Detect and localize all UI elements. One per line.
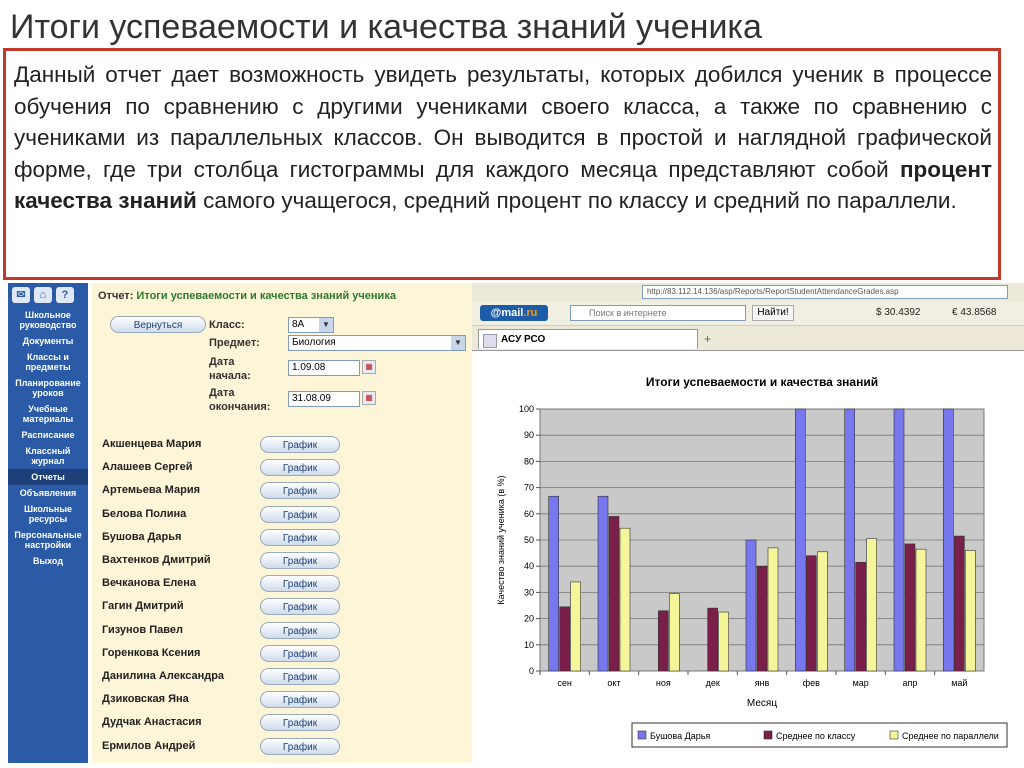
page-icon <box>483 334 497 348</box>
graph-button[interactable]: График <box>260 575 340 592</box>
bar-Среднее по параллели <box>620 528 630 671</box>
sidebar-item[interactable]: Классный журнал <box>25 446 71 466</box>
student-row <box>102 714 442 734</box>
bar-chart <box>472 351 1024 768</box>
new-tab-icon[interactable]: + <box>704 332 712 346</box>
student-row <box>102 668 442 688</box>
x-tick-label: апр <box>902 678 918 688</box>
y-tick-label: 60 <box>523 508 534 519</box>
student-name: Вечканова Елена <box>102 577 197 590</box>
student-name: Горенкова Ксения <box>102 646 201 659</box>
sidebar-item[interactable]: Персональные настройки <box>14 530 82 550</box>
graph-button[interactable]: График <box>260 506 340 523</box>
chart-title: Итоги успеваемости и качества знаний <box>645 375 879 389</box>
graph-button[interactable]: График <box>260 714 340 731</box>
class-select[interactable] <box>288 317 334 333</box>
graph-button[interactable]: График <box>260 436 340 453</box>
bar-Среднее по параллели <box>768 548 778 671</box>
sidebar-icon-row <box>8 283 88 307</box>
student-name: Акшенцева Мария <box>102 438 202 450</box>
student-row <box>102 506 442 526</box>
y-tick-label: 30 <box>523 587 534 598</box>
back-button[interactable]: Вернуться <box>110 316 206 333</box>
mailru-logo-suffix: .ru <box>523 307 538 319</box>
graph-button[interactable]: График <box>260 668 340 685</box>
bar-Бушова Дарья <box>549 496 559 671</box>
student-name: Ермилов Андрей <box>102 739 196 752</box>
y-axis-label: Качество знаний ученика (в %) <box>496 475 506 605</box>
graph-button[interactable]: График <box>260 691 340 708</box>
start-date-label: Дата начала: <box>209 356 251 382</box>
legend-label: Среднее по параллели <box>902 731 999 741</box>
x-tick-label: мар <box>852 678 869 688</box>
bar-Среднее по параллели <box>571 582 581 671</box>
student-row <box>102 575 442 595</box>
bar-Бушова Дарья <box>943 409 953 671</box>
student-name: Белова Полина <box>102 507 187 520</box>
bar-Бушова Дарья <box>598 496 608 671</box>
sidebar-item[interactable]: Отчеты <box>8 469 88 485</box>
legend-label: Бушова Дарья <box>650 731 711 741</box>
sidebar-menu <box>8 307 88 569</box>
bar-Бушова Дарья <box>894 409 904 671</box>
y-tick-label: 90 <box>523 430 534 441</box>
bar-Среднее по классу <box>658 611 668 671</box>
bar-Среднее по классу <box>708 608 718 671</box>
student-name: Дзиковская Яна <box>102 693 189 706</box>
graph-button[interactable]: График <box>260 622 340 639</box>
x-tick-label: сен <box>557 678 572 688</box>
x-axis-label: Месяц <box>746 698 778 709</box>
class-value: 8А <box>292 319 305 330</box>
graph-button[interactable]: График <box>260 598 340 615</box>
x-tick-label: ноя <box>655 678 671 688</box>
report-panel <box>92 283 474 763</box>
description-box <box>3 48 1001 280</box>
graph-button[interactable]: График <box>260 459 340 476</box>
y-tick-label: 10 <box>523 639 534 650</box>
bar-Среднее по параллели <box>965 550 975 671</box>
student-name: Алашеев Сергей <box>102 461 193 474</box>
bar-Среднее по классу <box>954 536 964 671</box>
student-name: Дудчак Анастасия <box>102 716 202 729</box>
search-button[interactable]: Найти! <box>752 305 794 321</box>
bar-Среднее по параллели <box>669 594 679 671</box>
student-row <box>102 622 442 642</box>
legend-swatch <box>764 731 772 739</box>
usd-rate: $ 30.4392 <box>876 307 921 318</box>
sidebar-item[interactable]: Школьное руководство <box>19 310 77 330</box>
mailru-logo[interactable] <box>480 305 548 321</box>
student-name: Вахтенков Дмитрий <box>102 554 211 566</box>
legend-swatch <box>890 731 898 739</box>
subject-label: Предмет: <box>209 337 260 349</box>
browser-window <box>472 283 1024 768</box>
student-row <box>102 459 442 479</box>
x-tick-label: фев <box>802 678 820 688</box>
address-bar[interactable]: http://83.112.14.136/asp/Reports/ReportStudentAttendanceGrades.asp <box>642 285 1008 299</box>
graph-button[interactable]: График <box>260 645 340 662</box>
student-row <box>102 529 442 549</box>
chart-area <box>472 351 1024 768</box>
student-name: Данилина Александра <box>102 670 225 682</box>
browser-toolbar <box>472 301 1024 326</box>
student-row <box>102 738 442 758</box>
x-tick-label: дек <box>705 678 720 688</box>
sidebar-item[interactable]: Выход <box>32 556 64 566</box>
sidebar-item[interactable]: Документы <box>22 336 74 346</box>
report-title-name: Итоги успеваемости и качества знаний ученика <box>136 290 396 302</box>
bar-Среднее по классу <box>609 516 619 671</box>
y-tick-label: 50 <box>523 535 534 545</box>
sidebar-item[interactable]: Школьные ресурсы <box>23 504 73 524</box>
bar-Среднее по классу <box>905 544 915 671</box>
graph-button[interactable]: График <box>260 738 340 755</box>
help-icon[interactable]: ? <box>56 287 74 303</box>
graph-button[interactable]: График <box>260 482 340 499</box>
y-tick-label: 0 <box>528 666 534 676</box>
app-sidebar <box>8 283 88 763</box>
bar-Бушова Дарья <box>746 540 756 671</box>
bar-Среднее по классу <box>806 556 816 671</box>
y-tick-label: 20 <box>523 613 534 624</box>
student-name: Артемьева Мария <box>102 484 201 497</box>
student-row <box>102 482 442 502</box>
y-tick-label: 100 <box>518 404 534 414</box>
bar-Бушова Дарья <box>795 409 805 671</box>
mail-icon[interactable]: ✉ <box>12 287 30 303</box>
y-tick-label: 80 <box>523 456 534 467</box>
bar-Среднее по параллели <box>867 539 877 671</box>
browser-tabbar <box>472 326 1024 351</box>
graph-button[interactable]: График <box>260 529 340 546</box>
student-name: Бушова Дарья <box>102 530 182 543</box>
sidebar-item[interactable]: Объявления <box>19 488 77 498</box>
student-row <box>102 552 442 572</box>
bar-Среднее по классу <box>757 566 767 671</box>
browser-tab[interactable] <box>478 329 698 349</box>
x-tick-label: янв <box>754 678 770 688</box>
student-row <box>102 598 442 618</box>
eur-rate: € 43.8568 <box>952 307 997 318</box>
description-text: Данный отчет дает возможность увидеть результаты, которых добился ученик в процессе обучения по сравнению с другими учениками своего класса, а также по сравнению с учениками из параллельных классов. Он выводится в простой и наглядной графической форме, где три столбца гистограммы для каждого месяца представляют собой <box>14 62 992 182</box>
sidebar-item[interactable]: Учебные материалы <box>22 404 74 424</box>
calendar-icon[interactable]: ▦ <box>362 391 376 405</box>
student-name: Гагин Дмитрий <box>102 600 184 613</box>
bar-Среднее по параллели <box>719 612 729 671</box>
tab-title: АСУ РСО <box>501 334 546 345</box>
slide-title: Итоги успеваемости и качества знаний ученика <box>10 8 762 46</box>
home-icon[interactable]: ⌂ <box>34 287 52 303</box>
bar-Среднее по параллели <box>916 549 926 671</box>
report-title <box>98 290 396 302</box>
class-label: Класс: <box>209 319 245 331</box>
legend-swatch <box>638 731 646 739</box>
sidebar-item[interactable]: Классы и предметы <box>25 352 71 372</box>
web-search-input[interactable]: Поиск в интернете <box>570 305 746 321</box>
report-title-prefix: Отчет: <box>98 290 134 302</box>
description-text-end: самого учащегося, средний процент по классу и средний по параллели. <box>196 188 957 213</box>
subject-select[interactable] <box>288 335 466 351</box>
student-row <box>102 645 442 665</box>
chevron-down-icon[interactable]: ▼ <box>451 336 465 350</box>
student-row <box>102 436 442 456</box>
sidebar-item[interactable]: Расписание <box>21 430 75 440</box>
student-row <box>102 691 442 711</box>
legend-label: Среднее по классу <box>776 731 856 741</box>
sidebar-item[interactable]: Планирование уроков <box>15 378 81 398</box>
x-tick-label: окт <box>607 678 621 688</box>
bar-Среднее по классу <box>560 607 570 671</box>
subject-value: Биология <box>292 337 336 348</box>
end-date-label: Дата окончания: <box>209 387 271 413</box>
bar-Бушова Дарья <box>845 409 855 671</box>
end-date-input[interactable]: 31.08.09 <box>288 391 360 407</box>
bar-Среднее по параллели <box>817 552 827 671</box>
student-name: Гизунов Павел <box>102 623 183 636</box>
description-bold: процент качества знаний <box>14 156 992 213</box>
mailru-logo-text: @mail <box>490 307 524 319</box>
x-tick-label: май <box>951 678 968 688</box>
y-tick-label: 40 <box>523 561 534 572</box>
y-tick-label: 70 <box>523 482 534 493</box>
graph-button[interactable]: График <box>260 552 340 569</box>
start-date-input[interactable]: 1.09.08 <box>288 360 360 376</box>
chevron-down-icon[interactable]: ▼ <box>319 318 333 332</box>
bar-Среднее по классу <box>856 562 866 671</box>
calendar-icon[interactable]: ▦ <box>362 360 376 374</box>
